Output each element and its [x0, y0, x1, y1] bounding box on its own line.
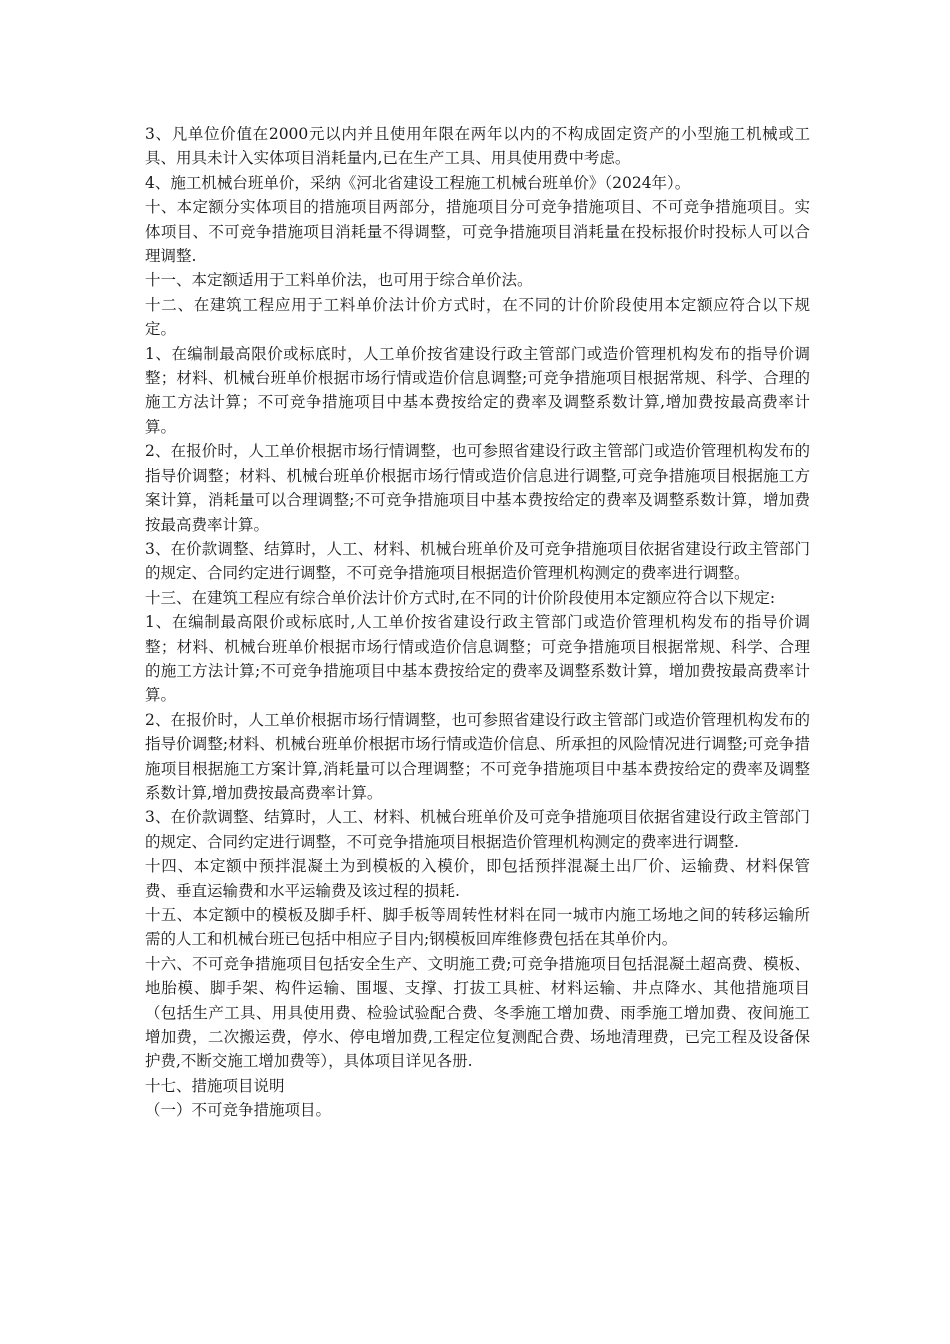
- paragraph-13-item-2: 2、在报价时，人工单价根据市场行情调整，也可参照省建设行政主管部门或造价管理机构发布的指导价调整;材料、机械台班单价根据市场行情或造价信息、所承担的风险情况进行调整;可竞争措施项目根据施工方案计算,消耗量可以合理调整；不可竞争措施项目中基本费按给定的费率及调整系数计算,增加费按最高费率计算。: [145, 710, 810, 802]
- paragraph-13-item-1: 1、在编制最高限价或标底时,人工单价按省建设行政主管部门或造价管理机构发布的指导价调整；材料、机械台班单价根据市场行情或造价信息调整；可竞争措施项目根据常规、科学、合理的施工方法计算;不可竞争措施项目中基本费按给定的费率及调整系数计算，增加费按最高费率计算。: [145, 613, 810, 705]
- paragraph-10-project-parts: 十、本定额分实体项目的措施项目两部分，措施项目分可竞争措施项目、不可竞争措施项目。实体项目、不可竞争措施项目消耗量不得调整，可竞争措施项目消耗量在投标报价时投标人可以合理调整.: [145, 198, 810, 266]
- paragraph-12-item-2: 2、在报价时，人工单价根据市场行情调整，也可参照省建设行政主管部门或造价管理机构发布的指导价调整；材料、机械台班单价根据市场行情或造价信息进行调整,可竞争措施项目根据施工方案计算，消耗量可以合理调整;不可竞争措施项目中基本费按给定的费率及调整系数计算，增加费按最高费率计算。: [145, 442, 810, 534]
- paragraph-13-heading: 十三、在建筑工程应有综合单价法计价方式时,在不同的计价阶段使用本定额应符合以下规定:: [145, 588, 776, 607]
- paragraph-14-concrete: 十四、本定额中预拌混凝土为到模板的入模价，即包括预拌混凝土出厂价、运输费、材料保管费、垂直运输费和水平运输费及该过程的损耗.: [145, 857, 810, 900]
- paragraph-16-measures: 十六、不可竞争措施项目包括安全生产、文明施工费;可竞争措施项目包括混凝土超高费、模板、地胎模、脚手架、构件运输、围堰、支撑、打拔工具桩、材料运输、井点降水、其他措施项目（包括生产工具、用具使用费、检验试验配合费、冬季施工增加费、雨季施工增加费、夜间施工增加费，二次搬运费，停水、停电增加费,工程定位复测配合费、场地清理费，已完工程及设备保护费,不断交施工增加费等），具体项目详见各册.: [145, 954, 810, 1071]
- paragraph-15-formwork: 十五、本定额中的模板及脚手杆、脚手板等周转性材料在同一城市内施工场地之间的转移运输所需的人工和机械台班已包括中相应子目内;钢模板回库维修费包括在其单价内。: [145, 906, 810, 949]
- paragraph-11-applicability: 十一、本定额适用于工料单价法，也可用于综合单价法。: [145, 271, 533, 290]
- paragraph-13-item-3: 3、在价款调整、结算时，人工、材料、机械台班单价及可竞争措施项目依据省建设行政主管部门的规定、合同约定进行调整，不可竞争措施项目根据造价管理机构测定的费率进行调整.: [145, 808, 810, 851]
- paragraph-12-heading: 十二、在建筑工程应用于工料单价法计价方式时，在不同的计价阶段使用本定额应符合以下规定。: [145, 295, 810, 339]
- paragraph-17-sub-1: （一）不可竞争措施项目。: [145, 1101, 332, 1120]
- document-body: [145, 122, 810, 1123]
- paragraph-12-item-1: 1、在编制最高限价或标底时，人工单价按省建设行政主管部门或造价管理机构发布的指导价调整；材料、机械台班单价根据市场行情或造价信息调整;可竞争措施项目根据常规、科学、合理的施工方法计算；不可竞争措施项目中基本费按给定的费率及调整系数计算,增加费按最高费率计算。: [145, 344, 810, 436]
- paragraph-17-heading: 十七、措施项目说明: [145, 1076, 285, 1095]
- paragraph-4-machine-rate: 4、施工机械台班单价，采纳《河北省建设工程施工机械台班单价》（2024年）。: [145, 173, 691, 192]
- paragraph-3-small-tools: 3、凡单位价值在2000元以内并且使用年限在两年以内的不构成固定资产的小型施工机械或工具、用具未计入实体项目消耗量内,已在生产工具、用具使用费中考虑。: [145, 125, 810, 168]
- paragraph-12-item-3: 3、在价款调整、结算时，人工、材料、机械台班单价及可竞争措施项目依据省建设行政主管部门的规定、合同约定进行调整，不可竞争措施项目根据造价管理机构测定的费率进行调整。: [145, 539, 810, 583]
